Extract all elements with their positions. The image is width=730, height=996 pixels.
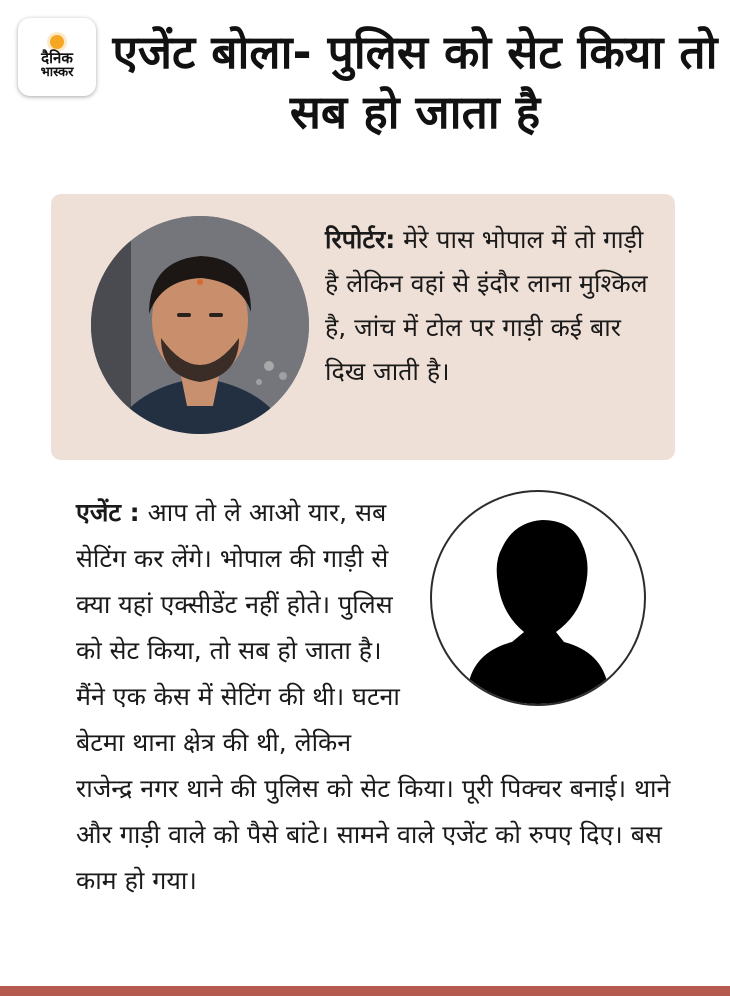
reporter-photo-illustration xyxy=(91,216,309,434)
headline: एजेंट बोला- पुलिस को सेट किया तो सब हो जाता है xyxy=(112,25,718,139)
logo-line1: दैनिक xyxy=(41,48,73,67)
agent-label: एजेंट : xyxy=(76,498,140,527)
footer-bar xyxy=(0,986,730,996)
reporter-text: मेरे पास भोपाल में तो गाड़ी है लेकिन वहां से इंदौर लाना मुश्किल है, जांच में टोल पर गाड़ी कई बार दिख जाती है। xyxy=(325,225,648,386)
reporter-photo xyxy=(91,216,309,434)
dainik-bhaskar-logo xyxy=(18,18,96,96)
agent-text: आप तो ले आओ यार, सब सेटिंग कर लेंगे। भोपाल की गाड़ी से क्या यहां एक्सीडेंट नहीं होते। पुलिस को सेट किया, तो सब हो जाता है। मैंने एक केस में सेटिंग की थी। घटना बेटमा थाना क्षेत्र की थी, लेकिन राजेन्द्र नगर थाने की पुलिस को सेट किया। पूरी पिक्चर बनाई। थाने और गाड़ी वाले को पैसे बांटे। सामने वाले एजेंट को रुपए दिए। बस काम हो गया। xyxy=(76,498,671,895)
silhouette-graphic xyxy=(432,492,644,704)
logo-sun-icon xyxy=(50,35,64,49)
reporter-label: रिपोर्टर: xyxy=(325,225,396,254)
agent-quote xyxy=(76,490,676,904)
person-silhouette-icon xyxy=(430,490,646,706)
logo-line2: भास्कर xyxy=(40,64,74,80)
reporter-quote-box xyxy=(51,194,675,460)
reporter-quote xyxy=(325,218,663,394)
